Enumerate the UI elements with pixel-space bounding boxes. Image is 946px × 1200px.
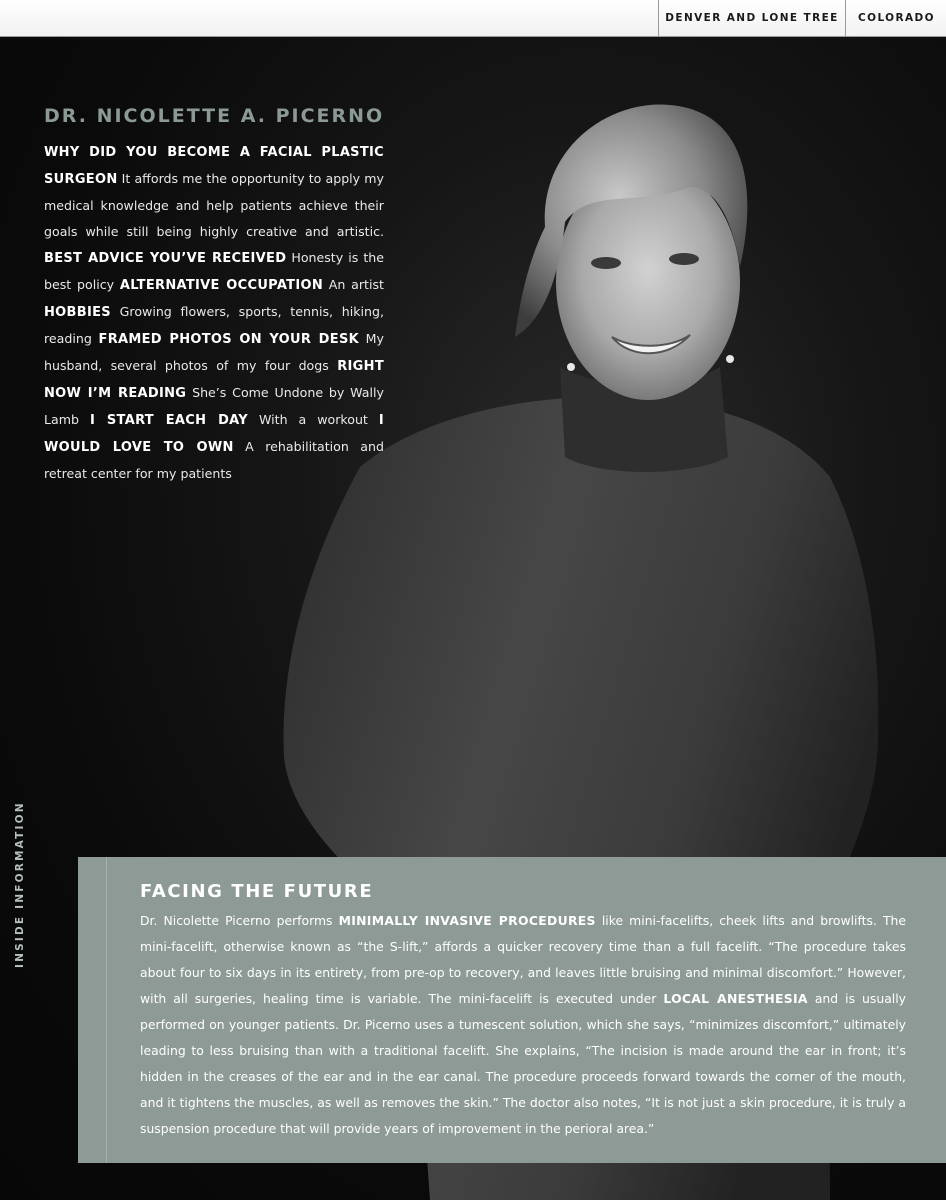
qa-question: BEST ADVICE YOU’VE RECEIVED bbox=[44, 251, 287, 266]
qa-answer: With a workout bbox=[258, 412, 368, 427]
qa-question: FRAMED PHOTOS ON YOUR DESK bbox=[98, 332, 359, 347]
qa-question: WHY DID YOU BECOME A FACIAL PLASTIC SURGEON bbox=[44, 145, 384, 187]
info-highlight: LOCAL ANESTHESIA bbox=[663, 991, 808, 1006]
qa-answer: Honesty is the best policy bbox=[44, 250, 385, 292]
header-bar bbox=[0, 0, 946, 37]
qa-answer: It affords me the opportunity to apply my medical knowledge and help patients achieve their goals while still being highly creative and artistic. bbox=[44, 171, 384, 239]
info-text: and is usually performed on younger patients. Dr. Picerno uses a tumescent solution, which she says, “minimizes discomfort,” ultimately leading to less bruising than with a traditional facelift. She explains, “The incision is made around the ear in front; it’s hidden in the creases of the ear and in the ear canal. The procedure proceeds forward towards the corner of the mouth, and it tightens the muscles, as well as removes the skin.” The doctor also notes, “It is not just a skin procedure, it is truly a suspension procedure that will provide years of improvement in the perioral area.” bbox=[140, 991, 907, 1136]
inside-information-box bbox=[78, 857, 946, 1163]
inside-information-content bbox=[140, 881, 906, 1142]
qa-question: ALTERNATIVE OCCUPATION bbox=[119, 278, 324, 293]
qa-question: I WOULD LOVE TO OWN bbox=[44, 413, 384, 455]
info-body bbox=[140, 908, 906, 1142]
qa-answer: A rehabilitation and retreat center for my patients bbox=[44, 439, 384, 481]
qa-answer: She’s Come Undone by Wally Lamb bbox=[44, 385, 384, 427]
qa-question: RIGHT NOW I’M READING bbox=[44, 359, 384, 401]
info-text: Dr. Nicolette Picerno performs bbox=[140, 913, 339, 928]
inside-information-tab bbox=[78, 857, 107, 1163]
info-highlight: MINIMALLY INVASIVE PROCEDURES bbox=[338, 913, 596, 928]
qa-question: HOBBIES bbox=[44, 305, 111, 320]
profile-section bbox=[44, 103, 384, 487]
header-state: COLORADO bbox=[845, 0, 946, 36]
qa-question: I START EACH DAY bbox=[89, 413, 249, 428]
doctor-name: DR. NICOLETTE A. PICERNO bbox=[44, 105, 385, 127]
qa-answer: My husband, several photos of my four dogs bbox=[44, 331, 384, 373]
inside-information-label: INSIDE INFORMATION bbox=[14, 801, 26, 968]
qa-answer: Growing flowers, sports, tennis, hiking, reading bbox=[44, 304, 384, 346]
header-location: DENVER AND LONE TREE bbox=[658, 0, 845, 36]
profile-qa bbox=[44, 139, 384, 487]
qa-answer: An artist bbox=[328, 277, 384, 292]
info-text: like mini-facelifts, cheek lifts and browlifts. The mini-facelift, otherwise known as “the S-lift,” affords a quicker recovery time than a full facelift. “The procedure takes about four to six days in its entirety, from pre-op to recovery, and leaves little bruising and minimal discomfort.” However, with all surgeries, healing time is variable. The mini-facelift is executed under bbox=[140, 913, 907, 1006]
info-title: FACING THE FUTURE bbox=[140, 881, 374, 902]
